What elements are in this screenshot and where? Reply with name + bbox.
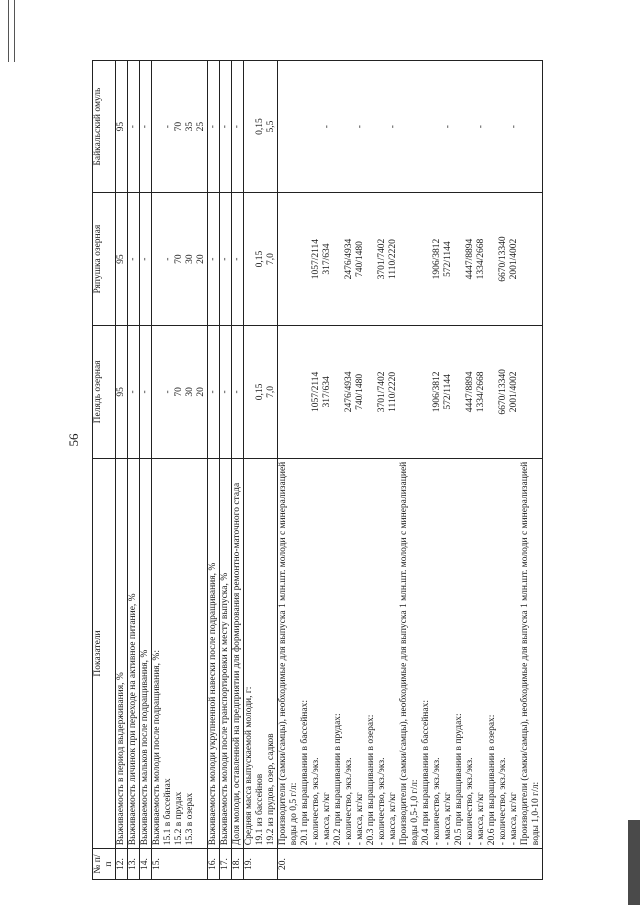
table-row — [278, 61, 543, 880]
value-line — [410, 61, 421, 192]
value-line: - — [220, 125, 230, 129]
peled-value — [116, 325, 128, 458]
value-line — [432, 61, 443, 192]
label-line: 20.3 при выращивании в озерах: — [366, 714, 376, 846]
value-line: 20 — [196, 254, 206, 264]
label-line: воды 1,0-10 г/л: — [531, 781, 541, 846]
ryapushka-value — [140, 193, 152, 326]
table-row — [232, 61, 244, 880]
omul-value — [152, 61, 208, 193]
table-row — [220, 61, 232, 880]
ryapushka-value — [116, 193, 128, 326]
table-row — [140, 61, 152, 880]
value-line: - — [509, 125, 519, 129]
label-line: 19.2 из прудов, озер, садков — [266, 733, 276, 846]
label-line: 15.3 в озерах — [185, 792, 195, 846]
value-line: - — [128, 125, 138, 129]
label-line: 19.1 из бассейнов — [255, 773, 265, 846]
value-line: 0,15 — [255, 383, 265, 401]
peled-value — [278, 325, 543, 458]
row-number: 14. — [140, 849, 152, 880]
label-line: - количество, экз./экз. — [377, 757, 387, 846]
value-line — [289, 326, 300, 458]
omul-value — [208, 61, 220, 193]
omul-value — [116, 61, 128, 193]
row-number: 16. — [208, 849, 220, 880]
value-line: - — [220, 257, 230, 261]
peled-value — [244, 325, 278, 458]
value-line: 70 — [174, 387, 184, 397]
value-line: 1906/3812 — [432, 238, 442, 280]
value-line: 95 — [116, 387, 126, 397]
value-line — [410, 326, 421, 458]
label-line: Производители (самки/самцы), необходимые для выпуска 1 млн.шт. молоди с минерализацией — [399, 461, 409, 846]
label-line: 20.4 при выращивании в бассейнах: — [421, 700, 431, 846]
value-line: - — [140, 390, 150, 394]
value-line: - — [232, 125, 242, 129]
label-line: - масса, кг/кг — [443, 792, 453, 846]
peled-value — [232, 325, 244, 458]
label-line: 15.2 в прудах — [174, 791, 184, 846]
value-line — [311, 61, 322, 192]
row-label — [116, 458, 128, 848]
label-line: Выживаемость молоди после подращивания, %: — [152, 650, 162, 846]
omul-value — [232, 61, 244, 193]
label-line: Выживаемость личинок при переходе на активное питание, % — [128, 593, 138, 846]
ryapushka-value — [244, 193, 278, 326]
value-line — [344, 61, 355, 192]
row-label — [208, 458, 220, 848]
label-line: Выживаемость молоди укрупненной навески после подращивания, % — [208, 562, 218, 846]
row-number: 15. — [152, 849, 208, 880]
value-line: 7,0 — [266, 385, 276, 398]
value-line: - — [355, 125, 365, 129]
scan-edge-shadow — [628, 820, 640, 905]
row-number: 17. — [220, 849, 232, 880]
value-line: 0,15 — [255, 250, 265, 268]
value-line — [300, 193, 311, 325]
value-line: 1057/2114 — [311, 238, 321, 280]
ryapushka-value — [220, 193, 232, 326]
table-body — [116, 61, 543, 880]
value-line — [421, 326, 432, 458]
row-label — [140, 458, 152, 848]
row-number: 20. — [278, 849, 543, 880]
ryapushka-value — [232, 193, 244, 326]
label-line: 20.1 при выращивании в бассейнах: — [300, 700, 310, 846]
value-line — [399, 61, 410, 192]
value-line — [465, 61, 476, 192]
label-line: Производители (самки/самцы), необходимые для выпуска 1 млн.шт. молоди с минерализацией — [278, 461, 288, 846]
label-line: 20.2 при выращивании в прудах: — [333, 713, 343, 846]
value-line — [410, 193, 421, 325]
ryapushka-value — [152, 193, 208, 326]
label-line: Доля молоди, оставленной на предприятии для формирования ремонтно-маточного стада — [232, 482, 242, 846]
value-line — [152, 326, 163, 458]
value-line: 4447/8894 — [465, 238, 475, 280]
value-line: - — [163, 390, 173, 394]
value-line: 7,0 — [266, 253, 276, 266]
ryapushka-value — [278, 193, 543, 326]
ryapushka-value — [128, 193, 140, 326]
label-line: - количество, экз./экз. — [432, 757, 442, 846]
label-line: - масса, кг/кг — [388, 792, 398, 846]
value-line: 740/1480 — [355, 373, 365, 410]
value-line — [454, 326, 465, 458]
header-num: № п/п — [93, 849, 116, 880]
value-line: 25 — [196, 121, 206, 132]
value-line: 35 — [185, 121, 195, 132]
value-line — [498, 61, 509, 192]
label-line: - количество, экз./экз. — [344, 757, 354, 846]
value-line: 6670/13340 — [498, 236, 508, 282]
header-indicators: Показатели — [93, 458, 116, 848]
value-line: 1334/2668 — [476, 371, 486, 413]
omul-value — [220, 61, 232, 193]
label-line: - масса, кг/кг — [355, 792, 365, 846]
value-line — [152, 61, 163, 192]
value-line: 3701/7402 — [377, 371, 387, 413]
value-line — [289, 193, 300, 325]
row-label — [244, 458, 278, 848]
label-line: Средняя масса выпускаемой молоди, г: — [244, 686, 254, 846]
label-line: 20.6 при выращивании в озерах: — [487, 714, 497, 846]
value-line — [244, 193, 255, 325]
omul-value — [244, 61, 278, 193]
value-line: - — [388, 125, 398, 129]
value-line — [487, 326, 498, 458]
value-line: 70 — [174, 121, 184, 132]
value-line: - — [220, 390, 230, 394]
value-line: 2476/4934 — [344, 371, 354, 413]
value-line: 4447/8894 — [465, 371, 475, 413]
label-line: - масса, кг/кг — [322, 792, 332, 846]
label-line: - количество, экз./экз. — [498, 757, 508, 846]
table-row — [244, 61, 278, 880]
label-line: Выживаемость в период выдерживания, % — [116, 672, 126, 846]
rotated-table-container — [92, 60, 612, 880]
page-number: 56 — [66, 433, 81, 447]
row-number: 19. — [244, 849, 278, 880]
value-line: 1057/2114 — [311, 371, 321, 413]
value-line: 30 — [185, 254, 195, 264]
value-line: - — [322, 125, 332, 129]
peled-value — [152, 325, 208, 458]
label-line: воды 0,5-1,0 г/л: — [410, 779, 420, 846]
value-line — [366, 326, 377, 458]
label-line: воды до 0,5 г/л: — [289, 782, 299, 846]
value-line — [333, 61, 344, 192]
row-number: 12. — [116, 849, 128, 880]
table-row — [128, 61, 140, 880]
header-ryapushka: Ряпушка озерная — [93, 193, 116, 326]
row-number: 18. — [232, 849, 244, 880]
value-line — [399, 193, 410, 325]
value-line: - — [163, 125, 173, 129]
table-row — [152, 61, 208, 880]
value-line — [278, 193, 289, 325]
omul-value — [128, 61, 140, 193]
row-label — [278, 458, 543, 848]
value-line: - — [208, 257, 218, 261]
value-line: 20 — [196, 387, 206, 397]
row-number: 13. — [128, 849, 140, 880]
label-line: - масса, кг/кг — [509, 792, 519, 846]
row-label — [128, 458, 140, 848]
value-line: - — [232, 257, 242, 261]
value-line: - — [128, 257, 138, 261]
value-line — [421, 61, 432, 192]
value-line — [300, 326, 311, 458]
label-line: 15.1 в бассейнах — [163, 778, 173, 846]
peled-value — [208, 325, 220, 458]
value-line: - — [443, 125, 453, 129]
value-line — [366, 193, 377, 325]
value-line — [244, 326, 255, 458]
value-line: 2001/4002 — [509, 238, 519, 280]
value-line: 740/1480 — [355, 241, 365, 278]
table-header-row — [93, 61, 116, 880]
value-line — [244, 61, 255, 192]
value-line — [300, 61, 311, 192]
value-line: - — [140, 257, 150, 261]
label-line: Выживаемость молоди после транспортировки к месту выпуска, % — [220, 572, 230, 846]
value-line: 6670/13340 — [498, 369, 508, 415]
value-line: 5,5 — [266, 120, 276, 133]
value-line: 70 — [174, 254, 184, 264]
label-line: - количество, экз./экз. — [465, 757, 475, 846]
value-line: - — [232, 390, 242, 394]
value-line: 1334/2668 — [476, 238, 486, 280]
value-line: 1110/2220 — [388, 239, 398, 280]
value-line: 30 — [185, 387, 195, 397]
value-line: 1110/2220 — [388, 371, 398, 412]
value-line — [333, 326, 344, 458]
omul-value — [140, 61, 152, 193]
value-line: - — [140, 125, 150, 129]
value-line — [289, 61, 300, 192]
value-line — [454, 193, 465, 325]
label-line: 20.5 при выращивании в прудах: — [454, 713, 464, 846]
value-line: - — [476, 125, 486, 129]
value-line: 2001/4002 — [509, 371, 519, 413]
value-line: - — [208, 125, 218, 129]
value-line: - — [163, 257, 173, 261]
peled-value — [220, 325, 232, 458]
value-line — [377, 61, 388, 192]
value-line: - — [208, 390, 218, 394]
value-line: - — [128, 390, 138, 394]
row-label — [220, 458, 232, 848]
peled-value — [140, 325, 152, 458]
header-peled: Пелядь озерная — [93, 325, 116, 458]
ryapushka-value — [208, 193, 220, 326]
value-line — [421, 193, 432, 325]
value-line — [152, 193, 163, 325]
omul-value — [278, 61, 543, 193]
row-label — [152, 458, 208, 848]
table-row — [208, 61, 220, 880]
value-line — [399, 326, 410, 458]
row-label — [232, 458, 244, 848]
value-line — [487, 193, 498, 325]
peled-value — [128, 325, 140, 458]
label-line: - количество, экз./экз. — [311, 757, 321, 846]
fish-breeding-table — [92, 60, 543, 880]
value-line — [333, 193, 344, 325]
value-line: 3701/7402 — [377, 238, 387, 280]
value-line: 95 — [116, 121, 126, 132]
header-omul: Байкальский омуль — [93, 61, 116, 193]
value-line: 95 — [116, 254, 126, 264]
page-edge-mark — [8, 0, 15, 62]
value-line: 317/634 — [322, 243, 332, 275]
label-line: - масса, кг/кг — [476, 792, 486, 846]
value-line: 2476/4934 — [344, 238, 354, 280]
label-line: Выживаемость мальков после подращивания, % — [140, 649, 150, 846]
value-line: 317/634 — [322, 376, 332, 408]
label-line: Производители (самки/самцы), необходимые для выпуска 1 млн.шт. молоди с минерализацией — [520, 461, 530, 846]
value-line: 572/1144 — [443, 374, 453, 410]
table-row — [116, 61, 128, 880]
value-line — [366, 61, 377, 192]
value-line — [278, 326, 289, 458]
value-line: 0,15 — [255, 118, 265, 135]
value-line — [278, 61, 289, 192]
value-line: 572/1144 — [443, 241, 453, 277]
value-line: 1906/3812 — [432, 371, 442, 413]
value-line — [454, 61, 465, 192]
value-line — [487, 61, 498, 192]
